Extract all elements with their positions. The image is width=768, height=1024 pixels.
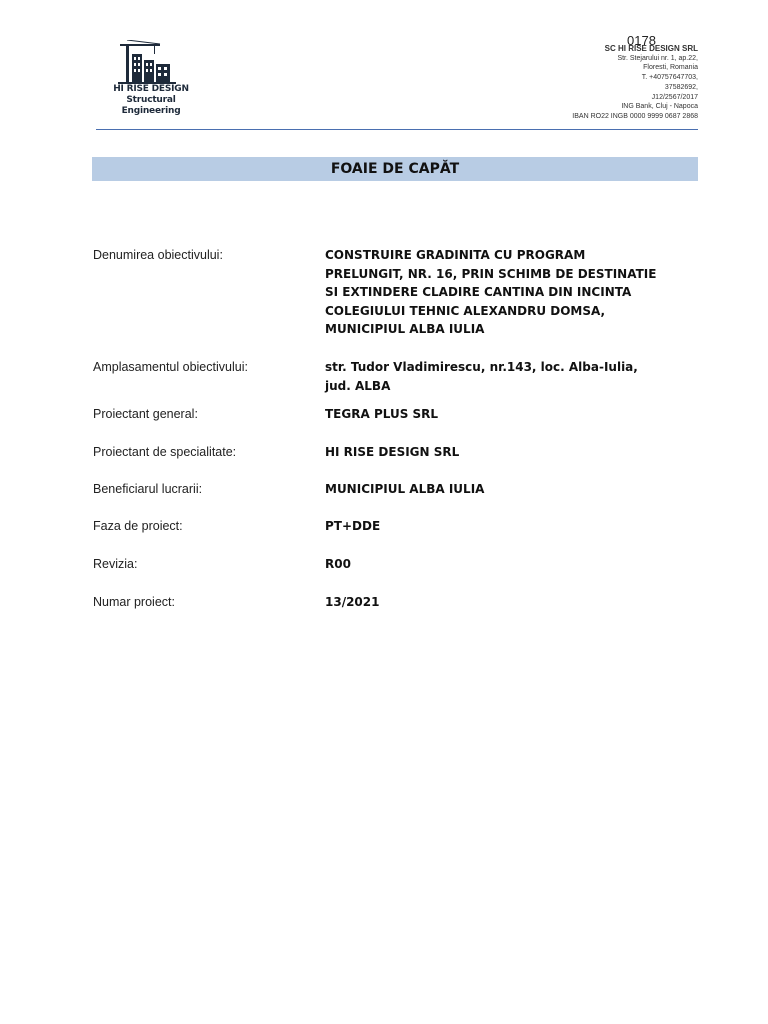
building-crane-icon — [118, 40, 184, 84]
company-details — [518, 44, 698, 122]
field-value-line: MUNICIPIUL ALBA IULIA — [325, 482, 485, 496]
company-line: J12/2567/2017 — [651, 93, 698, 101]
field-value-line: jud. ALBA — [325, 378, 391, 393]
field-value — [325, 555, 685, 574]
field-value-line: PRELUNGIT, NR. 16, PRIN SCHIMB DE DESTINATIE — [325, 266, 657, 281]
company-name: SC HI RISE DESIGN SRL — [604, 44, 698, 53]
field-value-line: str. Tudor Vladimirescu, nr.143, loc. Alba-Iulia, — [325, 360, 638, 374]
company-line: T. +40757647703, — [641, 74, 698, 82]
field-value — [325, 480, 685, 499]
company-line: IBAN RO22 INGB 0000 9999 0687 2868 — [572, 112, 698, 120]
field-value-line: SI EXTINDERE CLADIRE CANTINA DIN INCINTA — [325, 285, 632, 300]
field-value-line: COLEGIULUI TEHNIC ALEXANDRU DOMSA, — [325, 303, 606, 318]
company-line: Floresti, Romania — [643, 64, 698, 72]
field-value-line: HI RISE DESIGN SRL — [325, 445, 460, 459]
field-value-line: MUNICIPIUL ALBA IULIA — [325, 322, 485, 337]
title-bar — [92, 157, 698, 181]
company-line: ING Bank, Cluj - Napoca — [621, 103, 698, 111]
field-value — [325, 443, 685, 462]
field-label: Numar proiect: — [93, 595, 175, 609]
field-label: Faza de proiect: — [93, 519, 183, 533]
field-label: Beneficiarul lucrarii: — [93, 482, 203, 496]
logo-text — [96, 84, 206, 117]
field-value — [325, 593, 685, 612]
field-value — [325, 517, 685, 536]
field-value — [325, 358, 685, 395]
field-label: Revizia: — [93, 557, 138, 571]
field-value-line: PT+DDE — [325, 519, 381, 533]
field-value — [325, 405, 685, 424]
field-value-line: TEGRA PLUS SRL — [325, 407, 439, 421]
header-divider — [96, 129, 698, 130]
company-line: 37582692, — [664, 83, 698, 91]
field-label: Denumirea obiectivului: — [93, 248, 223, 262]
page-number: 0178 — [627, 33, 656, 48]
logo-line: HI RISE DESIGN — [113, 84, 189, 94]
document-title: FOAIE DE CAPĂT — [330, 161, 460, 177]
logo-line: Engineering — [121, 106, 181, 116]
field-value-line: 13/2021 — [325, 595, 380, 609]
field-label: Proiectant general: — [93, 407, 198, 421]
field-label: Amplasamentul obiectivului: — [93, 360, 248, 374]
company-line: Str. Stejarului nr. 1, ap.22, — [617, 54, 698, 62]
field-value-line: CONSTRUIRE GRADINITA CU PROGRAM — [325, 248, 586, 262]
field-value-line: R00 — [325, 557, 351, 571]
field-label: Proiectant de specialitate: — [93, 445, 237, 459]
logo-line: Structural — [126, 95, 176, 105]
field-value — [325, 246, 685, 339]
